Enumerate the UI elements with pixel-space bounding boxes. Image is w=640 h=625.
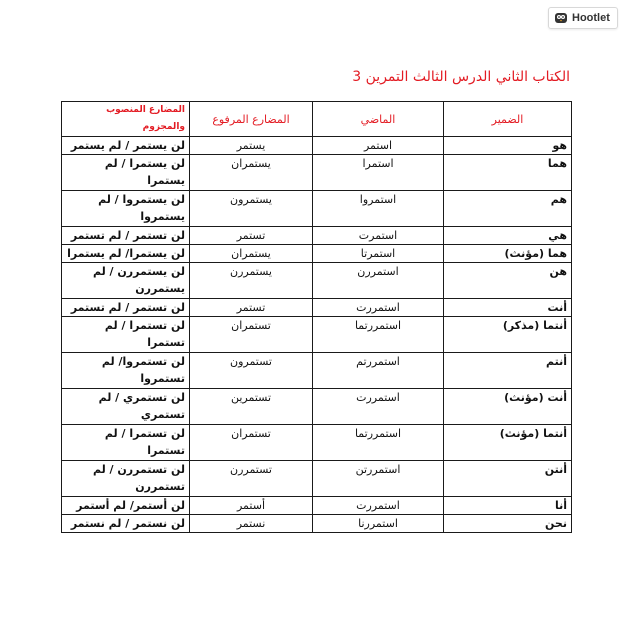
negated-cell: لن يستمروا / لم يستمروا: [62, 191, 190, 227]
pronoun-cell: نحن: [444, 515, 572, 533]
negated-cell: لن تستمر / لم تستمر: [62, 299, 190, 317]
table-row: [62, 425, 572, 461]
pronoun-cell: هي: [444, 227, 572, 245]
table-row: [62, 263, 572, 299]
past-cell: استمررتما: [313, 317, 444, 353]
pronoun-cell: هن: [444, 263, 572, 299]
pronoun-cell: أنت (مؤنث): [444, 389, 572, 425]
past-cell: استمرت: [313, 227, 444, 245]
past-cell: استمرتا: [313, 245, 444, 263]
negated-cell: لن يستمر / لم يستمر: [62, 137, 190, 155]
header-present: المضارع المرفوع: [190, 102, 313, 137]
past-cell: استمررت: [313, 299, 444, 317]
past-cell: استمرا: [313, 155, 444, 191]
past-cell: استمروا: [313, 191, 444, 227]
negated-cell: لن يستمرا / لم يستمرا: [62, 155, 190, 191]
table-row: [62, 317, 572, 353]
header-subjunctive-jussive: المضارع المنصوب والمجزوم: [62, 102, 190, 137]
header-past: الماضي: [313, 102, 444, 137]
past-cell: استمررتما: [313, 425, 444, 461]
table-header-row: [62, 102, 572, 137]
pronoun-cell: أنتما (مؤنث): [444, 425, 572, 461]
table-row: [62, 137, 572, 155]
brand-name: Hootlet: [572, 12, 610, 24]
pronoun-cell: أنتم: [444, 353, 572, 389]
present-cell: يستمرون: [190, 191, 313, 227]
negated-cell: لن يستمرا/ لم يستمرا: [62, 245, 190, 263]
past-cell: استمررت: [313, 389, 444, 425]
negated-cell: لن يستمررن / لم يستمررن: [62, 263, 190, 299]
pronoun-cell: هما (مؤنث): [444, 245, 572, 263]
conjugation-table: [61, 101, 572, 533]
present-cell: يستمررن: [190, 263, 313, 299]
present-cell: تستمران: [190, 425, 313, 461]
hootlet-badge[interactable]: [548, 7, 618, 29]
pronoun-cell: أنتن: [444, 461, 572, 497]
negated-cell: لن نستمر / لم نستمر: [62, 515, 190, 533]
table-row: [62, 461, 572, 497]
past-cell: استمررنا: [313, 515, 444, 533]
table-row: [62, 497, 572, 515]
page-title: الكتاب الثاني الدرس الثالث التمرين 3: [352, 69, 570, 85]
present-cell: أستمر: [190, 497, 313, 515]
pronoun-cell: أنا: [444, 497, 572, 515]
past-cell: استمررن: [313, 263, 444, 299]
negated-cell: لن أستمر/ لم أستمر: [62, 497, 190, 515]
past-cell: استمررت: [313, 497, 444, 515]
table-row: [62, 245, 572, 263]
present-cell: يستمران: [190, 245, 313, 263]
present-cell: يستمر: [190, 137, 313, 155]
negated-cell: لن تستمرا / لم تستمرا: [62, 317, 190, 353]
past-cell: استمررتن: [313, 461, 444, 497]
table-row: [62, 227, 572, 245]
present-cell: تستمرين: [190, 389, 313, 425]
present-cell: تستمرون: [190, 353, 313, 389]
present-cell: تستمر: [190, 299, 313, 317]
past-cell: استمررتم: [313, 353, 444, 389]
present-cell: نستمر: [190, 515, 313, 533]
table-row: [62, 515, 572, 533]
negated-cell: لن تستمرا / لم تستمرا: [62, 425, 190, 461]
past-cell: استمر: [313, 137, 444, 155]
pronoun-cell: هما: [444, 155, 572, 191]
table-body: [62, 137, 572, 533]
pronoun-cell: هو: [444, 137, 572, 155]
table-row: [62, 389, 572, 425]
table-row: [62, 299, 572, 317]
pronoun-cell: أنت: [444, 299, 572, 317]
present-cell: تستمران: [190, 317, 313, 353]
negated-cell: لن تستمر / لم تستمر: [62, 227, 190, 245]
negated-cell: لن تستمروا/ لم تستمروا: [62, 353, 190, 389]
table-row: [62, 353, 572, 389]
table-row: [62, 191, 572, 227]
present-cell: تستمر: [190, 227, 313, 245]
owl-icon: [554, 11, 568, 25]
present-cell: تستمررن: [190, 461, 313, 497]
negated-cell: لن تستمري / لم تستمري: [62, 389, 190, 425]
negated-cell: لن تستمررن / لم تستمررن: [62, 461, 190, 497]
present-cell: يستمران: [190, 155, 313, 191]
pronoun-cell: أنتما (مذكر): [444, 317, 572, 353]
pronoun-cell: هم: [444, 191, 572, 227]
table-row: [62, 155, 572, 191]
header-pronoun: الضمير: [444, 102, 572, 137]
